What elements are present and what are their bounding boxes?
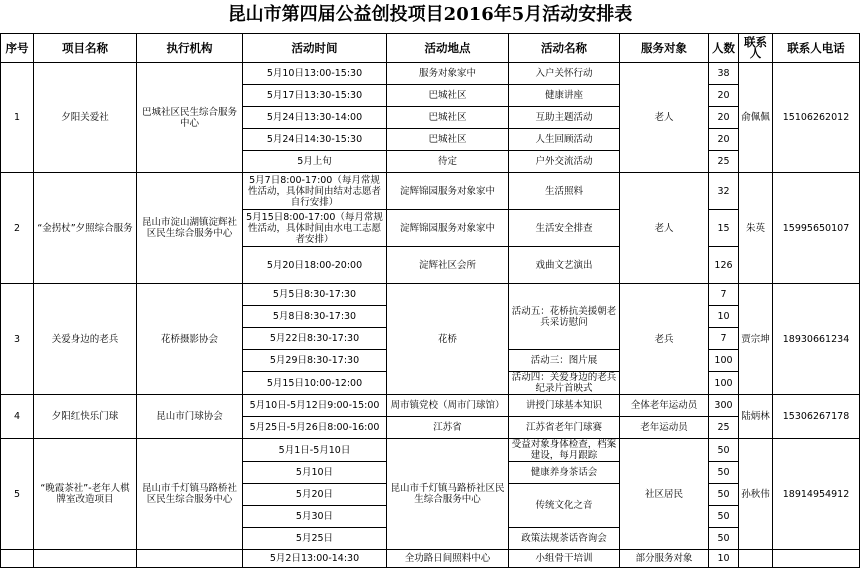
activity-time: 5月10日13:00-15:30 — [243, 63, 387, 85]
activity-name: 入户关怀行动 — [509, 63, 620, 85]
header-activity: 活动名称 — [509, 34, 620, 63]
project-org: 花桥摄影协会 — [137, 284, 243, 395]
project-phone: 15995650107 — [773, 173, 860, 284]
activity-place: 江苏省 — [387, 417, 509, 439]
activity-name: 受益对象身体检查，档案建设，每月跟踪 — [509, 439, 620, 462]
activity-place: 巴城社区 — [387, 107, 509, 129]
activity-name: 戏曲文艺演出 — [509, 247, 620, 284]
activity-count: 50 — [709, 462, 739, 484]
header-time: 活动时间 — [243, 34, 387, 63]
table-row — [1, 173, 860, 210]
project-phone — [773, 550, 860, 568]
project-org: 昆山市淀山湖镇淀辉社区民生综合服务中心 — [137, 173, 243, 284]
project-contact: 俞佩佩 — [739, 63, 773, 173]
activity-name: 江苏省老年门球赛 — [509, 417, 620, 439]
header-phone: 联系人电话 — [773, 34, 860, 63]
project-contact: 陆炳林 — [739, 395, 773, 439]
activity-count: 32 — [709, 173, 739, 210]
activity-count: 20 — [709, 85, 739, 107]
activity-count: 38 — [709, 63, 739, 85]
activity-target: 部分服务对象 — [620, 550, 709, 568]
table-row — [1, 63, 860, 85]
activity-name: 讲授门球基本知识 — [509, 395, 620, 417]
project-name — [34, 550, 137, 568]
activity-time: 5月15日8:00-17:00（每月常规性活动，具体时间由水电工志愿者安排） — [243, 210, 387, 247]
activity-name: 互助主题活动 — [509, 107, 620, 129]
activity-time: 5月15日10:00-12:00 — [243, 372, 387, 395]
header-place: 活动地点 — [387, 34, 509, 63]
activity-count: 50 — [709, 439, 739, 462]
project-no: 5 — [1, 439, 34, 550]
project-name: 夕阳红快乐门球 — [34, 395, 137, 439]
project-org — [137, 550, 243, 568]
activity-time: 5月10日-5月12日9:00-15:00 — [243, 395, 387, 417]
activity-count: 10 — [709, 306, 739, 328]
activity-count: 25 — [709, 417, 739, 439]
project-no: 4 — [1, 395, 34, 439]
project-name: “晚霞茶社”-老年人棋牌室改造项目 — [34, 439, 137, 550]
header-contact: 联系人 — [739, 34, 773, 63]
project-name: 夕阳关爱社 — [34, 63, 137, 173]
activity-place: 服务对象家中 — [387, 63, 509, 85]
activity-count: 7 — [709, 284, 739, 306]
activity-name: 生活安全排查 — [509, 210, 620, 247]
project-no — [1, 550, 34, 568]
activity-place: 花桥 — [387, 284, 509, 395]
activity-place: 淀辉锦园服务对象家中 — [387, 210, 509, 247]
table-row — [1, 439, 860, 462]
activity-time: 5月22日8:30-17:30 — [243, 328, 387, 350]
activity-time: 5月30日 — [243, 506, 387, 528]
project-target: 老人 — [620, 173, 709, 284]
activity-count: 25 — [709, 151, 739, 173]
activity-name: 活动四：关爱身边的老兵纪录片首映式 — [509, 372, 620, 395]
activity-place: 周市镇党校（周市门球馆） — [387, 395, 509, 417]
activity-time: 5月25日-5月26日8:00-16:00 — [243, 417, 387, 439]
activity-name: 人生回顾活动 — [509, 129, 620, 151]
activity-place: 全功路日间照料中心 — [387, 550, 509, 568]
activity-time: 5月上旬 — [243, 151, 387, 173]
header-org: 执行机构 — [137, 34, 243, 63]
project-no: 2 — [1, 173, 34, 284]
table-row — [1, 395, 860, 417]
activity-time: 5月20日 — [243, 484, 387, 506]
project-contact — [739, 550, 773, 568]
activity-count: 300 — [709, 395, 739, 417]
project-target: 老兵 — [620, 284, 709, 395]
header-count: 人数 — [709, 34, 739, 63]
project-org: 巴城社区民生综合服务中心 — [137, 63, 243, 173]
activity-count: 100 — [709, 350, 739, 372]
project-contact: 朱英 — [739, 173, 773, 284]
project-no: 1 — [1, 63, 34, 173]
activity-place: 巴城社区 — [387, 85, 509, 107]
activity-time: 5月20日18:00-20:00 — [243, 247, 387, 284]
activity-place: 巴城社区 — [387, 129, 509, 151]
activity-time: 5月17日13:30-15:30 — [243, 85, 387, 107]
header-no: 序号 — [1, 34, 34, 63]
activity-name: 小组骨干培训 — [509, 550, 620, 568]
activity-time: 5月5日8:30-17:30 — [243, 284, 387, 306]
activity-count: 50 — [709, 528, 739, 550]
activity-place: 待定 — [387, 151, 509, 173]
activity-name: 生活照料 — [509, 173, 620, 210]
project-org: 昆山市门球协会 — [137, 395, 243, 439]
project-no: 3 — [1, 284, 34, 395]
activity-time: 5月10日 — [243, 462, 387, 484]
project-contact: 贾宗坤 — [739, 284, 773, 395]
project-phone: 18930661234 — [773, 284, 860, 395]
header-row — [1, 34, 860, 63]
activity-name: 活动三：图片展 — [509, 350, 620, 372]
table-row — [1, 284, 860, 306]
activity-count: 50 — [709, 484, 739, 506]
project-org: 昆山市千灯镇马路桥社区民生综合服务中心 — [137, 439, 243, 550]
table-row — [1, 550, 860, 568]
activity-name: 政策法规茶话咨询会 — [509, 528, 620, 550]
header-target: 服务对象 — [620, 34, 709, 63]
activity-place: 淀辉社区会所 — [387, 247, 509, 284]
activity-name: 户外交流活动 — [509, 151, 620, 173]
project-phone: 15106262012 — [773, 63, 860, 173]
project-target: 社区居民 — [620, 439, 709, 550]
activity-name: 活动五：花桥抗美援朝老兵采访慰问 — [509, 284, 620, 350]
activity-place: 昆山市千灯镇马路桥社区民生综合服务中心 — [387, 439, 509, 550]
activity-count: 50 — [709, 506, 739, 528]
project-contact: 孙秋伟 — [739, 439, 773, 550]
activity-time: 5月24日14:30-15:30 — [243, 129, 387, 151]
activity-time: 5月2日13:00-14:30 — [243, 550, 387, 568]
header-project-name: 项目名称 — [34, 34, 137, 63]
activity-name: 传统文化之音 — [509, 484, 620, 528]
activity-time: 5月24日13:30-14:00 — [243, 107, 387, 129]
activity-time: 5月8日8:30-17:30 — [243, 306, 387, 328]
activity-name: 健康讲座 — [509, 85, 620, 107]
activity-count: 126 — [709, 247, 739, 284]
activity-place: 淀辉锦园服务对象家中 — [387, 173, 509, 210]
project-target: 老人 — [620, 63, 709, 173]
activity-count: 7 — [709, 328, 739, 350]
page-title: 昆山市第四届公益创投项目2016年5月活动安排表 — [227, 4, 633, 25]
activity-time: 5月7日8:00-17:00（每月常规性活动，具体时间由结对志愿者自行安排） — [243, 173, 387, 210]
project-phone: 18914954912 — [773, 439, 860, 550]
activity-table — [0, 33, 860, 568]
activity-target: 全体老年运动员 — [620, 395, 709, 417]
project-name: 关爱身边的老兵 — [34, 284, 137, 395]
project-name: “金拐杖”夕照综合服务 — [34, 173, 137, 284]
activity-name: 健康养身茶话会 — [509, 462, 620, 484]
activity-time: 5月25日 — [243, 528, 387, 550]
activity-count: 20 — [709, 129, 739, 151]
activity-count: 100 — [709, 372, 739, 395]
activity-time: 5月1日-5月10日 — [243, 439, 387, 462]
project-phone: 15306267178 — [773, 395, 860, 439]
activity-target: 老年运动员 — [620, 417, 709, 439]
activity-count: 10 — [709, 550, 739, 568]
activity-time: 5月29日8:30-17:30 — [243, 350, 387, 372]
activity-count: 20 — [709, 107, 739, 129]
activity-count: 15 — [709, 210, 739, 247]
